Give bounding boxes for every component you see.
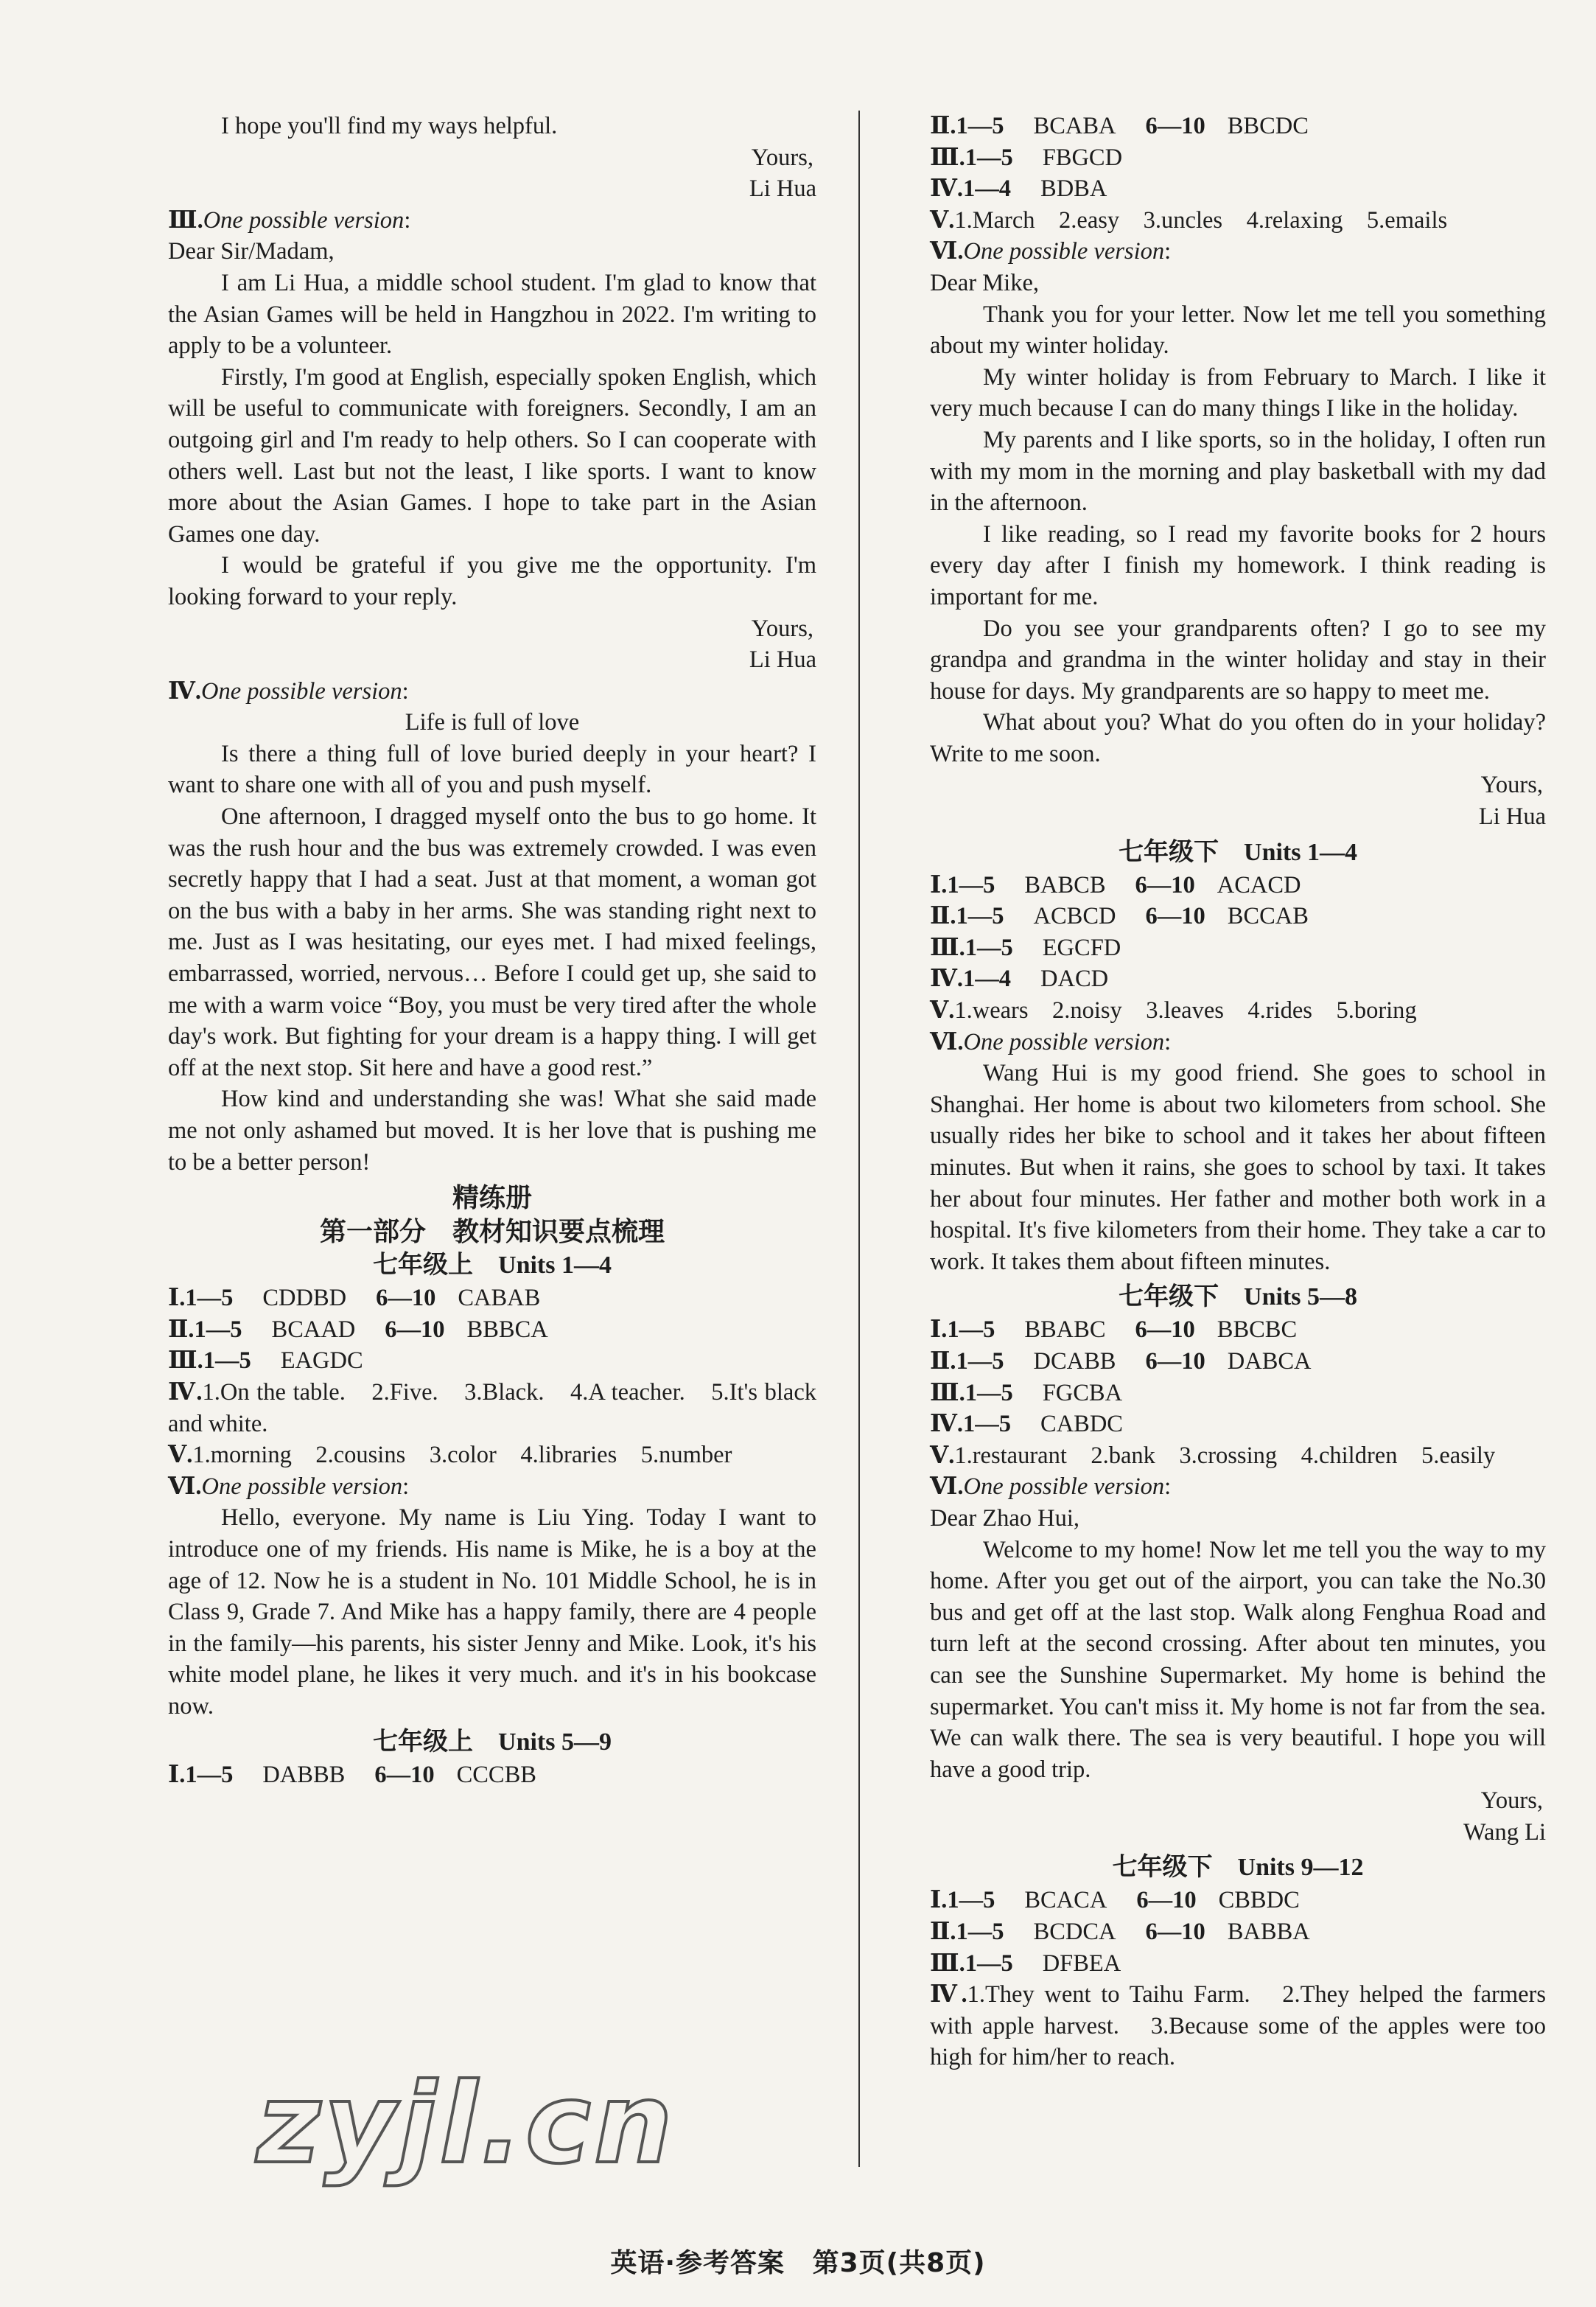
answer-row: Ⅰ.1—5 BCACA 6—10 CBBDC: [930, 1887, 1300, 1914]
footer-subject: 英语·参考答案: [610, 2248, 785, 2278]
answer-row: Ⅰ.1—5 BABCB 6—10 ACACD: [930, 871, 1301, 898]
answer-row: Ⅱ.1—5 BCABA 6—10 BBCDC: [930, 113, 1309, 139]
essay-paragraph: How kind and understanding she was! What she said made me not only ashamed but moved. It is her love that is pushing me to be a better person!: [168, 1086, 816, 1176]
essay-paragraph: Is there a thing full of love buried deeply in your heart? I want to share one with all of you and push myself.: [168, 740, 816, 799]
answer-row: Ⅰ.1—5 BBABC 6—10 BBCBC: [930, 1316, 1298, 1344]
signature-yours: Yours,: [1480, 772, 1543, 799]
part-title: 第一部分 教材知识要点梳理: [319, 1217, 665, 1247]
closing-line: I hope you'll find my ways helpful.: [221, 113, 558, 139]
right-column: [930, 111, 1546, 2073]
letter-paragraph: Firstly, I'm good at English, especially spoken English, which will be useful to communicate with foreigners. Secondly, I am an outgoing girl and I'm ready to help others. So I can cooperate with others well. Last but not the least, I like sports. I want to know more about the Asian Games. I hope to take part in the Asian Games one day.: [168, 363, 816, 548]
unit-heading: 七年级下 Units 5—8: [1119, 1283, 1357, 1311]
letter-greeting: Dear Zhao Hui,: [930, 1504, 1080, 1532]
essay-paragraph: One afternoon, I dragged myself onto the bus to go home. It was the rush hour and the bus was extremely crowded. I was even secretly happy that I had a seat. Just at that moment, a woman got on the bus with a baby in her arms. She was standing right next to me. Just as I was hesitating, our eyes met. I had mixed feelings, embarrassed, worried, nervous… Before I could get up, she said to me with a warm voice “Boy, you must be very tired after the whole day's work. But fighting for your dream is a happy thing. I will get off at the next stop. Sit here and have a good rest.”: [168, 803, 816, 1081]
answer-row: Ⅰ.1—5 CDDBD 6—10 CABAB: [168, 1285, 541, 1312]
answer-row: Ⅲ.1—5 EAGDC: [168, 1347, 363, 1375]
unit-heading: 七年级上 Units 1—4: [373, 1252, 612, 1280]
column-divider: [858, 111, 860, 2167]
letter-greeting: Dear Mike,: [930, 269, 1039, 296]
answer-row: Ⅴ.1.restaurant 2.bank 3.crossing 4.children 5.easily: [930, 1442, 1496, 1469]
letter-paragraph: I like reading, so I read my favorite books for 2 hours every day after I finish my homework. I think reading is important for me.: [930, 520, 1546, 610]
letter-paragraph: My parents and I like sports, so in the holiday, I often run with my mom in the morning and play basketball with my dad in the afternoon.: [930, 426, 1546, 517]
answer-row: Ⅱ.1—5 DCABB 6—10 DABCA: [930, 1347, 1312, 1375]
answer-row: Ⅳ.1—4 DACD: [930, 966, 1109, 993]
answer-row: Ⅰ.1—5 DABBB 6—10 CCCBB: [168, 1761, 536, 1788]
answer-row: Ⅲ.1—5 EGCFD: [930, 934, 1121, 961]
answer-row: Ⅳ.1—4 BDBA: [930, 175, 1107, 203]
watermark-logo: zyjl.cn: [256, 2060, 676, 2188]
answer-row: Ⅱ.1—5 ACBCD 6—10 BCCAB: [930, 903, 1309, 930]
letter-paragraph: Welcome to my home! Now let me tell you the way to my home. After you get out of the airport, you can take the No.30 bus and get off at the last stop. Walk along Fenghua Road and turn left at the second crossing. After about ten minutes, you can see the Sunshine Supermarket. My home is behind the supermarket. You can't miss it. My home is not far from the sea. We can walk there. The sea is very beautiful. I hope you will have a good trip.: [930, 1536, 1546, 1783]
signature-yours: Yours,: [1480, 1787, 1543, 1815]
answer-row: Ⅲ.1—5 DFBEA: [930, 1950, 1121, 1977]
section-heading: Ⅵ.One possible version:: [930, 1028, 1172, 1055]
letter-paragraph: My winter holiday is from February to March. I like it very much because I can do many things I like in the holiday.: [930, 363, 1546, 422]
signature-name: Li Hua: [1478, 803, 1546, 831]
unit-heading: 七年级上 Units 5—9: [373, 1728, 612, 1756]
essay-paragraph: Wang Hui is my good friend. She goes to school in Shanghai. Her home is about two kilometers from school. She usually rides her bike to school and it takes her about fifteen minutes. But when it rains, she goes to school by taxi. It takes her about four minutes. Her father and mother both work in a hospital. It's five kilometers from their home. They take a car to work. It takes them about fifteen minutes.: [930, 1060, 1546, 1275]
letter-paragraph: Thank you for your letter. Now let me tell you something about my winter holiday.: [930, 301, 1546, 360]
signature-name: Li Hua: [749, 646, 816, 674]
signature-name: Wang Li: [1463, 1818, 1546, 1846]
footer-page-number: 第3页(共8页): [812, 2248, 986, 2278]
answer-row: Ⅲ.1—5 FBGCD: [930, 144, 1123, 171]
letter-paragraph: Do you see your grandparents often? I go to see my grandpa and grandma in the winter holiday and stay in their house for days. My grandparents are so happy to meet me.: [930, 615, 1546, 705]
section-heading: Ⅵ.One possible version:: [930, 238, 1172, 265]
answer-row: Ⅴ.1.morning 2.cousins 3.color 4.libraries 5.number: [168, 1442, 732, 1469]
essay-paragraph: Hello, everyone. My name is Liu Ying. Today I want to introduce one of my friends. His name is Mike, he is a boy at the age of 12. Now he is a student in No. 101 Middle School, he is in Class 9, Grade 7. And Mike has a happy family, there are 4 people in the family—his parents, his sister Jenny and Mike. Look, it's his white model plane, he likes it very much. and it's in his bookcase now.: [168, 1504, 816, 1720]
section-heading: Ⅵ.One possible version:: [168, 1473, 410, 1500]
letter-paragraph: I am Li Hua, a middle school student. I'm glad to know that the Asian Games will be held in Hangzhou in 2022. I'm writing to apply to be a volunteer.: [168, 269, 816, 360]
book-title: 精练册: [452, 1183, 532, 1213]
answer-row: Ⅳ.1.They went to Taihu Farm. 2.They helped the farmers with apple harvest. 3.Because some of the apples were too high for him/her to reach.: [930, 1981, 1546, 2071]
answer-row: Ⅴ.1.wears 2.noisy 3.leaves 4.rides 5.boring: [930, 997, 1417, 1025]
answer-row: Ⅱ.1—5 BCDCA 6—10 BABBA: [930, 1919, 1310, 1946]
letter-paragraph: I would be grateful if you give me the opportunity. I'm looking forward to your reply.: [168, 552, 816, 610]
signature-yours: Yours,: [751, 144, 813, 171]
answer-row: Ⅲ.1—5 FGCBA: [930, 1379, 1123, 1406]
essay-title: Life is full of love: [405, 709, 580, 736]
page-footer: [0, 2242, 1596, 2280]
unit-heading: 七年级下 Units 1—4: [1119, 838, 1357, 866]
letter-paragraph: What about you? What do you often do in your holiday? Write to me soon.: [930, 709, 1546, 767]
answer-row: Ⅳ.1—5 CABDC: [930, 1411, 1123, 1438]
section-heading: Ⅵ.One possible version:: [930, 1473, 1172, 1501]
answer-row: Ⅴ.1.March 2.easy 3.uncles 4.relaxing 5.emails: [930, 206, 1448, 234]
answer-row: Ⅱ.1—5 BCAAD 6—10 BBBCA: [168, 1316, 548, 1343]
section-heading: Ⅳ.One possible version:: [168, 677, 409, 705]
letter-greeting: Dear Sir/Madam,: [168, 238, 335, 265]
signature-name: Li Hua: [749, 175, 816, 203]
unit-heading: 七年级下 Units 9—12: [1112, 1854, 1364, 1882]
signature-yours: Yours,: [751, 615, 813, 642]
section-heading: Ⅲ.One possible version:: [168, 206, 411, 234]
answer-row: Ⅳ.1.On the table. 2.Five. 3.Black. 4.A teacher. 5.It's black and white.: [168, 1378, 816, 1437]
left-column: [168, 111, 816, 1790]
